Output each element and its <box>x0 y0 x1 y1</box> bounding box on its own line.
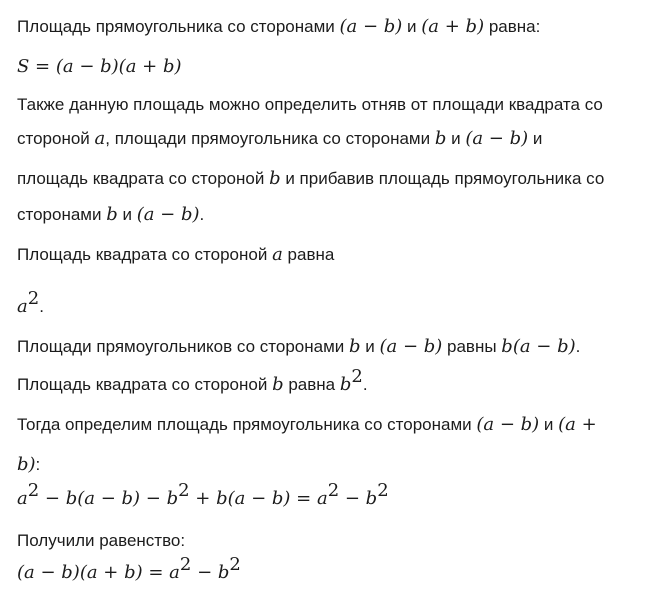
line-square-a-area <box>17 244 334 266</box>
math-a-minus-b: (a − b) <box>379 336 443 357</box>
text: и <box>528 129 543 148</box>
text: . <box>39 297 44 316</box>
line-explanation-3 <box>17 168 604 190</box>
text: сторонами <box>17 205 107 224</box>
math-expr: − b <box>339 488 378 509</box>
math-b: b <box>339 374 352 395</box>
math-b: b <box>269 168 281 189</box>
math-a: a <box>272 244 283 265</box>
math-expr: + b(a − b) = a <box>189 488 328 509</box>
text: равна <box>282 245 335 264</box>
math-a-plus-open: (a + <box>558 414 597 435</box>
math-b: b <box>348 336 361 357</box>
math-b-times-a-minus-b: b(a − b) <box>501 336 576 357</box>
text: и <box>402 17 422 36</box>
line-result-label <box>17 530 185 552</box>
exponent: 2 <box>327 480 340 501</box>
math-b-close: b) <box>17 454 36 475</box>
exponent: 2 <box>179 554 192 575</box>
line-a-squared <box>17 288 44 318</box>
line-explanation-1 <box>17 94 603 116</box>
text: Также данную площадь можно определить отняв от площади квадрата со <box>17 95 603 114</box>
line-then-define-cont <box>17 454 40 476</box>
math-expr: − b(a − b) − b <box>39 488 179 509</box>
math-expr: (a − b)(a + b) = a <box>17 562 180 583</box>
math-a: a <box>94 128 106 149</box>
line-area-formula <box>17 56 182 78</box>
math-b: b <box>434 128 447 149</box>
line-explanation-4 <box>17 204 204 226</box>
text: равна <box>283 375 340 394</box>
math-a-plus-b: (a + b) <box>421 16 485 37</box>
exponent: 2 <box>27 288 40 309</box>
text: и <box>446 129 466 148</box>
line-then-define <box>17 414 597 436</box>
line-square-b-area <box>17 366 368 396</box>
text: равна: <box>484 17 541 36</box>
math-a: a <box>17 488 28 509</box>
text: и <box>539 415 559 434</box>
math-a-minus-b: (a − b) <box>136 204 200 225</box>
text: : <box>35 455 41 474</box>
text: и <box>117 205 137 224</box>
math-b: b <box>106 204 118 225</box>
exponent: 2 <box>351 366 363 387</box>
math-b: b <box>272 374 284 395</box>
math-a-minus-b: (a − b) <box>476 414 540 435</box>
math-expr: − b <box>191 562 230 583</box>
text: Получили равенство: <box>17 531 186 550</box>
line-explanation-2 <box>17 128 542 150</box>
text: , площади прямоугольника со сторонами <box>105 129 435 148</box>
text: Площадь квадрата со стороной <box>17 375 273 394</box>
text: . <box>575 337 581 356</box>
text: Тогда определим площадь прямоугольника со сторонами <box>17 415 477 434</box>
math-formula-s: S = (a − b)(a + b) <box>17 56 182 77</box>
text: и <box>360 337 380 356</box>
text: и прибавив площадь прямоугольника со <box>280 169 605 188</box>
text: . <box>199 205 205 224</box>
line-rectangles-area <box>17 336 580 358</box>
exponent: 2 <box>229 554 241 575</box>
line-result-identity <box>17 554 241 584</box>
math-a-minus-b: (a − b) <box>339 16 403 37</box>
text: стороной <box>17 129 95 148</box>
exponent: 2 <box>178 480 190 501</box>
text: . <box>362 375 368 394</box>
text: Площадь прямоугольника со сторонами <box>17 17 340 36</box>
text: Площади прямоугольников со сторонами <box>17 337 349 356</box>
line-rectangle-area-intro <box>17 16 540 38</box>
math-a-minus-b: (a − b) <box>465 128 529 149</box>
text: Площадь квадрата со стороной <box>17 245 273 264</box>
math-a: a <box>17 296 28 317</box>
text: площадь квадрата со стороной <box>17 169 270 188</box>
line-derivation <box>17 480 389 510</box>
exponent: 2 <box>377 480 389 501</box>
text: равны <box>442 337 502 356</box>
exponent: 2 <box>27 480 40 501</box>
